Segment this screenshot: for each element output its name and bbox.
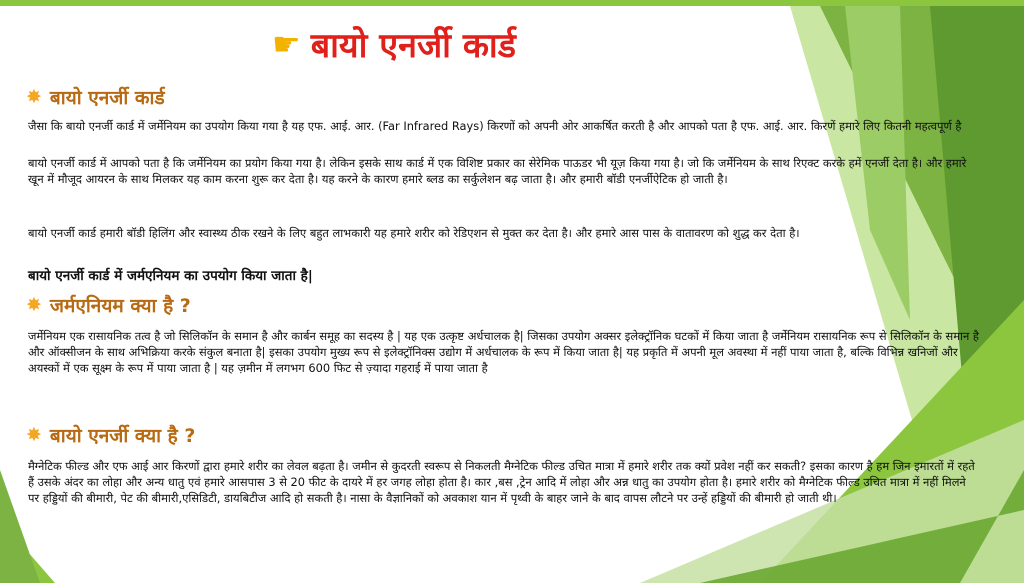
star-icon: ✸: [26, 293, 42, 316]
section-heading-bio-energy: [26, 422, 195, 448]
paragraph: बायो एनर्जी कार्ड में आपको पता है कि जर्मेनियम का प्रयोग किया गया है। लेकिन इसके साथ कार्ड में एक विशिष्ट प्रकार का सेरेमिक पाऊडर भी यूज़ किया गया है। जो कि जर्मेनियम के साथ रिएक्ट करके हमें एनर्जी देता है। और हमारे खून में मौजूद आयरन के साथ मिलकर यह काम करना शुरू कर देता है। यह करने के कारण हमारे ब्लड का सर्कुलेशन बढ़ जाता है। और हमारी बॉडी एनर्जीऐटिक हो जाती है।: [28, 156, 967, 186]
pointing-hand-icon: ☛: [272, 25, 301, 63]
section-title: बायो एनर्जी कार्ड: [49, 87, 165, 109]
main-title-text: बायो एनर्जी कार्ड: [310, 26, 516, 66]
section-heading-bio-energy-card: [26, 84, 165, 110]
star-icon: ✸: [26, 423, 42, 446]
section-title: जर्मएनियम क्या है ?: [49, 295, 191, 317]
paragraph: बायो एनर्जी कार्ड हमारी बॉडी हिलिंग और स्वास्थ्य ठीक रखने के लिए बहुत लाभकारी यह हमारे शरीर को रेडिएशन से मुक्त कर देता है। और हमारे आस पास के वातावरण को शुद्ध कर देता है।: [28, 226, 800, 240]
slide-title: [272, 18, 516, 70]
section-heading-germanium: [26, 292, 191, 318]
paragraph: जैसा कि बायो एनर्जी कार्ड में जर्मेनियम का उपयोग किया गया है यह एफ. आई. आर. (Far Infrared Rays) किरणों को अपनी ओर आकर्षित करती है और आपको पता है एफ. आई. आर. किरणें हमारे लिए कितनी महत्वपूर्ण है: [28, 119, 962, 133]
section-title: बायो एनर्जी क्या है ?: [49, 425, 196, 447]
paragraph: जर्मेनियम एक रासायनिक तत्व है जो सिलिकॉन के समान है और कार्बन समूह का सदस्य है | यह एक उत्कृष्ट अर्धचालक है| जिसका उपयोग अक्सर इलेक्ट्रॉनिक घटकों में किया जाता है जर्मेनियम रासायनिक रूप से सिलिकॉन के समान है और ऑक्सीजन के साथ अभिक्रिया करके संकुल बनाता है| इसका उपयोग मुख्य रूप से इलेक्ट्रॉनिक्स उद्योग में अर्धचालक के रूप में किया जाता है| यह प्रकृति में अपनी मूल अवस्था में नहीं पाया जाता है, बल्कि विभिन्न खनिजों और अयस्कों में एक सूक्ष्म के रूप में पाया जाता है | यह ज़मीन में लगभग 600 फिट से ज़्यादा गहराई में पाया जाता है: [28, 329, 979, 375]
bold-statement: बायो एनर्जी कार्ड में जर्मएनियम का उपयोग किया जाता है|: [28, 268, 313, 284]
star-icon: ✸: [26, 85, 42, 108]
paragraph: मैग्नेटिक फील्ड और एफ आई आर किरणों द्वारा हमारे शरीर का लेवल बढ़ता है। जमीन से कुदरती स्वरूप से निकलती मैग्नेटिक फील्ड उचित मात्रा में हमारे शरीर तक क्यों प्रवेश नहीं कर सकती? इसका कारण है हम जिन इमारतों में रहते हैं उसके अंदर का लोहा और अन्य धातु एवं हमारे आसपास 3 से 20 फीट के दायरे में हर जगह लोहा होता है। कार ,बस ,ट्रेन आदि में लोहा और अन्न धातु का उपयोग होता है। हमारे शरीर को मैग्नेटिक फील्ड उचित मात्रा में नहीं मिलने पर हड्डियों की बीमारी, पेट की बीमारी,एसिडिटी, डायबिटीज आदि हो सकती है। नासा के वैज्ञानिकों को अवकाश यान में पृथ्वी के बाहर जाने के बाद वापस लौटने पर उन्हें हड्डियों की बीमारी हो जाती थी।: [28, 459, 975, 505]
